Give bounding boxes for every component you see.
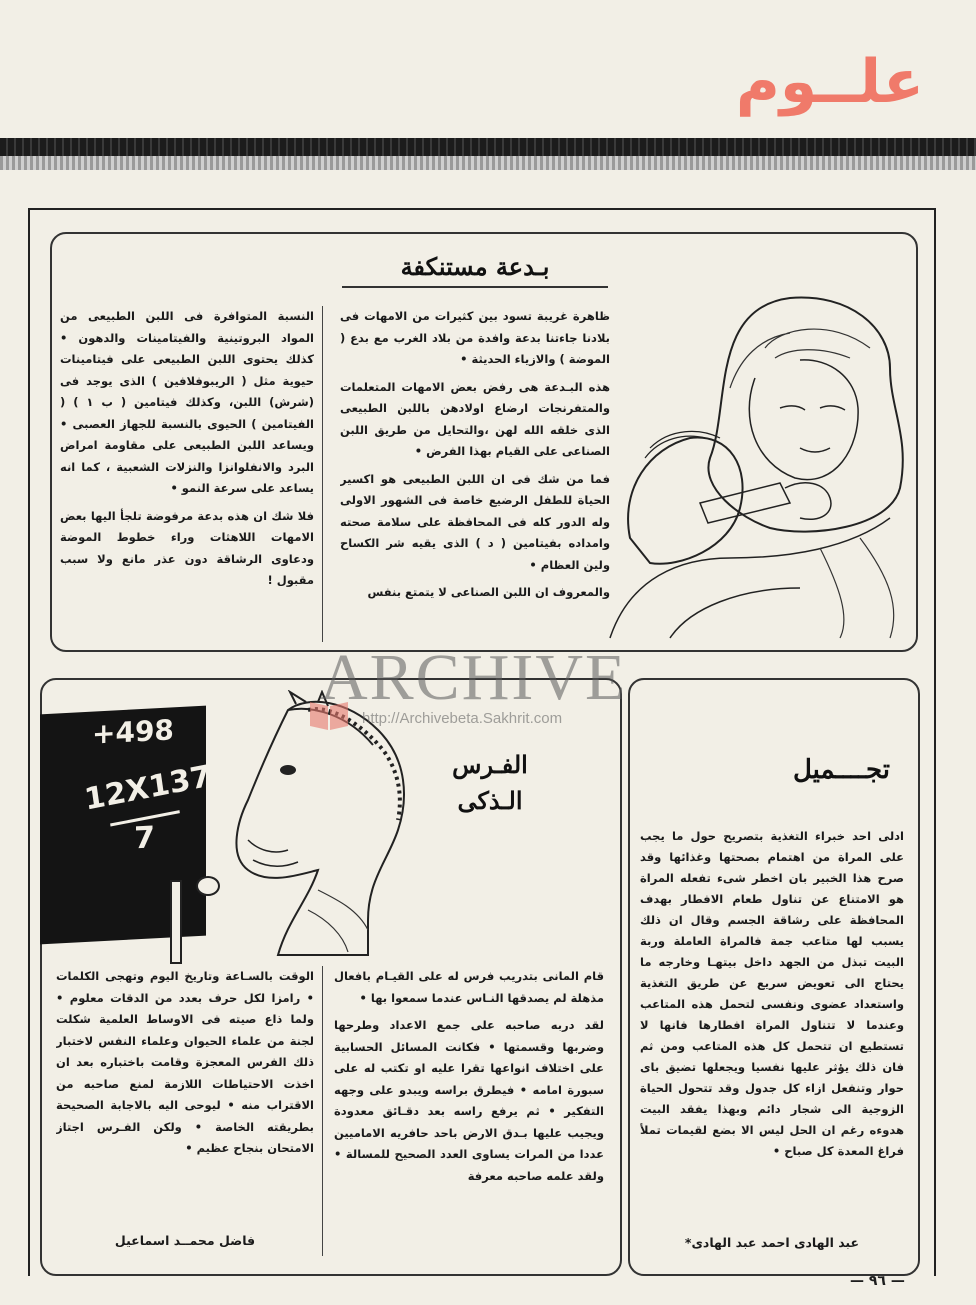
- archive-watermark: ARCHIVE: [320, 641, 628, 714]
- article-horse-title-line1: الفـرس: [452, 750, 528, 779]
- article-breastfeeding-title: بـدعة مستنكفة: [400, 252, 550, 281]
- paragraph: لقد دربه صاحبه على جمع الاعداد وطرحها وضربها وقسمتها • فكانت المسائل الحسابية على اختلاف انواعها تقرا عليه او تكتب له على سبورة امامه • فيطرق براسه ويبدو على وجهه التفكير • ثم يرفع راسه بعد دقـائق معدودة ويجيب عليها بـدق الارض باحد حافريه الاماميين عددا من المرات يساوى العدد الصحيح للمسالة • ولقد علمه صاحبه معرفة: [334, 1018, 604, 1183]
- paragraph: والمعروف ان اللبن الصناعى لا يتمتع بنفس: [367, 585, 610, 599]
- paragraph: فلا شك ان هذه بدعة مرفوضة تلجأ اليها بعض الامهات اللاهثات وراء خطوط الموضة ودعاوى الرشاقة دون عذر مانع ولا سبب مقبول !: [60, 508, 314, 587]
- article-beauty-author: عبد الهادى احمد عبد الهادى*: [684, 1235, 860, 1250]
- paragraph: ادلى احد خبراء التغذية بتصريح حول ما يجب على المراة من اهتمام بصحتها وغذائها وقد صرح هذا الخبير بان اخطر شىء تفعله المراة هو الامتناع عن تناول طعام الافطار بهدف المحافظة على رشاقة الجسم وقال ان ذلك يسبب لها متاعب جمة فالمراة العاملة وربة البيت تبذل من الجهد داخل بيتهـا وخارجه ما يحتاج الى تعويض سريع عن طريق التغذية واستعداد عضوى ونفسى لتحمل هذه المتاعب وعندما لا تتناول المراة افطارها فانها لا تستطيع ان تتحمل كل هذه المتاعب ومن ثم فان ذلك يؤثر عليها نفسيا ويجعلها تضيق باى حوار وتنفعل ازاء كل جدول وقد تتحول الحياة الزوجية الى شجار دائم وبهذا يفقد البيت هدوءه رغم ان الحل ليس الا بضع لقيمات تملأ فراغ المعدة كل صباح •: [640, 829, 904, 1158]
- title-underline: [342, 286, 608, 288]
- paragraph: النسبة المتوافرة فى اللبن الطبيعى من المواد البروتينية والفيتامينات والدهون • كذلك يحتوى اللبن الطبيعى على فيتامينات حيوية مثل ( الريبوفلافين ) الذى يوجد فى (شرش) اللبن، وكذلك فيتامين ( ب ١ ) ( الفيتامين ) الحيوى بالنسبة للجهاز العصبى • ويساعد اللبن الطبيعى على مقاومة امراض البرد والانفلوانزا والنزلات الشعبية ، كما انه يساعد على سرعة النمو •: [60, 309, 314, 495]
- article-horse-author: فاضل محمــد اسماعيل: [114, 1233, 256, 1248]
- article-beauty-title: تجــــميل: [792, 755, 890, 785]
- mother-feeding-baby-illustration: [590, 288, 910, 640]
- column-divider: [322, 966, 323, 1256]
- blackboard-line-2: 12X137: [82, 758, 214, 818]
- blackboard-line-3: 7: [134, 820, 155, 857]
- article-horse-col-left: [56, 966, 314, 1226]
- archive-watermark-url: http://Archivebeta.Sakhrit.com: [362, 710, 563, 727]
- page-number: — ٩٦ —: [850, 1273, 905, 1289]
- header-stripe-light: [0, 156, 976, 170]
- article-horse-title-line2: الـذكى: [457, 786, 523, 815]
- paragraph: ظاهرة غريبة تسود بين كثيرات من الامهات فى بلادنا جاءتنا بدعة وافدة من بلاد الغرب مع بدع ( الموضة ) والازياء الحديثة •: [340, 309, 610, 366]
- section-title: علــوم: [735, 47, 924, 117]
- blackboard-easel-leg: [170, 880, 182, 964]
- article-beauty-body: [640, 826, 904, 1236]
- column-divider: [322, 306, 323, 642]
- header-stripe-dark: [0, 138, 976, 156]
- paragraph: فما من شك فى ان اللبن الطبيعى هو اكسير الحياة للطفل الرضيع خاصة فى الشهور الاولى وله الدور كله فى المحافظة على سلامة صحته وامداده بفيتامين ( د ) الذى يقيه شر الكساح ولين العظام •: [340, 471, 610, 572]
- paragraph: الوقت بالسـاعة وتاريخ اليوم وتهجى الكلمات • رامزا لكل حرف بعدد من الدقات معلوم • ولما ذاع صيته فى الاوساط العلمية شكلت لجنة من علماء الحيوان وعلماء النفس لاختبار ذلك الفرس المعجزة وقامت باختباره بعد ان اخذت الاحتياطات اللازمة لمنع صاحبه من الاقتراب منه • ليوحى اليه بالاجابة الصحيحة بطريقته الخاصة • ولكن الفـرس اجتاز الامتحان بنجاح عظيم •: [56, 969, 314, 1155]
- paragraph: هذه البـدعة هى رفض بعض الامهات المتعلمات والمتفرنجات ارضاع اولادهن باللبن الطبيعى الذى خلقه الله لهن ،والتحايل من طريق اللبن الصناعى على القيام بهذا الفرض •: [340, 379, 610, 458]
- article-breastfeeding-col-right: [340, 306, 610, 642]
- article-horse-col-right: [334, 966, 604, 1262]
- article-breastfeeding-col-left: [60, 306, 314, 642]
- paragraph: قام المانى بتدريب فرس له على القيـام بافعال مذهلة لم يصدقها النـاس عندما سمعوا بها •: [334, 969, 604, 1005]
- easel-peg: [196, 876, 220, 896]
- blackboard-line-1: +498: [92, 713, 174, 751]
